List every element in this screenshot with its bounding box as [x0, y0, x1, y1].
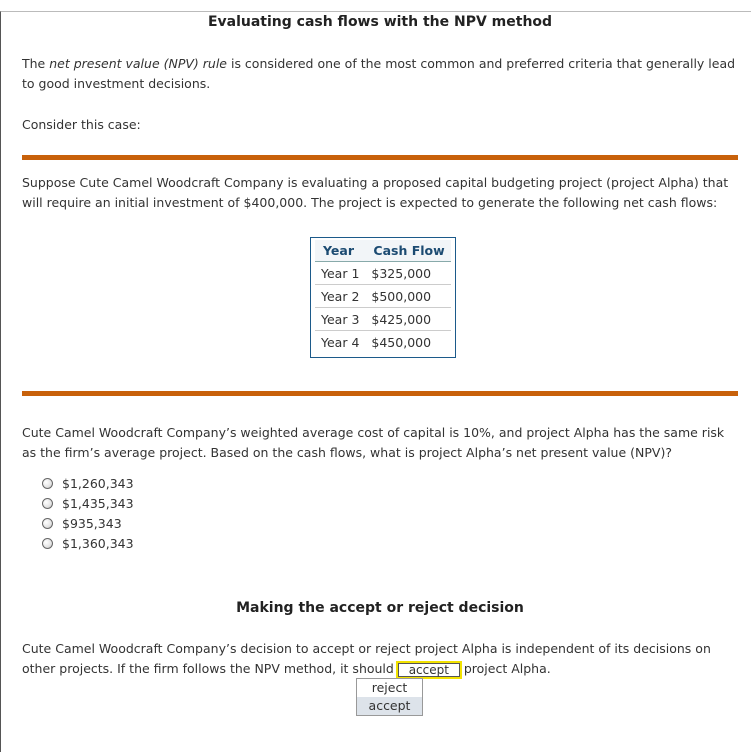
radio-icon[interactable]: [42, 518, 53, 529]
option-label: $935,343: [62, 515, 122, 531]
table-row: [315, 308, 451, 331]
header-cash-flow: Cash Flow: [365, 240, 450, 262]
decision-select-value: accept: [398, 663, 460, 677]
option-label: $1,360,343: [62, 535, 134, 551]
case-paragraph: Suppose Cute Camel Woodcraft Company is evaluating a proposed capital budgeting project (project Alpha) that will require an initial investment of $400,000. The project is expected to generate the following net cash flows:: [22, 175, 729, 210]
section-divider-top: [22, 155, 738, 160]
dropdown-option-accept[interactable]: accept: [357, 697, 422, 715]
decision-text-post: project Alpha.: [463, 661, 551, 676]
year-cell: Year 2: [315, 285, 365, 308]
intro-paragraph: [22, 54, 737, 94]
consider-label: Consider this case:: [22, 117, 141, 132]
dropdown-option-reject[interactable]: reject: [371, 680, 408, 695]
npv-rule-term: net present value (NPV) rule: [49, 56, 227, 71]
radio-icon[interactable]: [42, 478, 53, 489]
radio-icon[interactable]: [42, 538, 53, 549]
section-divider-bottom: [22, 391, 738, 396]
npv-option[interactable]: [42, 513, 134, 533]
npv-option[interactable]: [42, 473, 134, 493]
radio-icon[interactable]: [42, 498, 53, 509]
year-cell: Year 1: [315, 262, 365, 285]
intro-post: is considered one of the most common and preferred criteria that generally lead to good investment decisions.: [22, 56, 736, 91]
cash-flow-cell: $450,000: [371, 334, 432, 350]
table-row: [315, 331, 451, 353]
npv-option[interactable]: [42, 493, 134, 513]
table-header-row: [315, 240, 451, 262]
cash-flow-cell: $425,000: [365, 308, 450, 331]
cash-flow-cell: $500,000: [365, 285, 450, 308]
decision-paragraph: [22, 639, 737, 679]
intro-pre: The: [22, 56, 50, 71]
year-cell: Year 3: [315, 308, 365, 331]
table-row: [315, 262, 451, 285]
page-title: Evaluating cash flows with the NPV method: [207, 14, 553, 30]
npv-options: [42, 473, 134, 553]
decision-select[interactable]: [396, 661, 462, 679]
question-paragraph: Cute Camel Woodcraft Company’s weighted average cost of capital is 10%, and project Alpha has the same risk as the firm’s average project. Based on the cash flows, what is project Alpha’s net present value (NPV)?: [22, 425, 725, 460]
table-row: [315, 285, 451, 308]
header-year: Year: [315, 240, 365, 262]
npv-option[interactable]: [42, 533, 134, 553]
decision-dropdown-list: [356, 678, 423, 716]
cash-flow-table: [310, 237, 456, 358]
option-label: $1,260,343: [62, 475, 134, 491]
year-cell: Year 4: [321, 334, 360, 350]
option-label: $1,435,343: [62, 495, 134, 511]
cash-flow-cell: $325,000: [365, 262, 450, 285]
decision-text-pre: Cute Camel Woodcraft Company’s decision to accept or reject project Alpha is independent of its decisions on other projects. If the firm follows the NPV method, it should: [22, 641, 711, 676]
decision-title: Making the accept or reject decision: [236, 600, 524, 616]
